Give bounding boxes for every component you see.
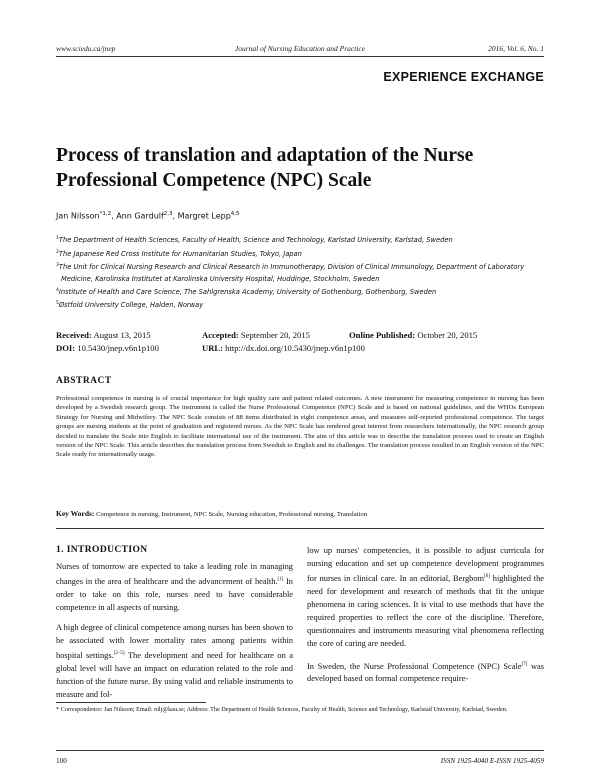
- citation[interactable]: [6]: [484, 574, 490, 580]
- abstract-heading: ABSTRACT: [56, 376, 112, 386]
- paragraph: In Sweden, the Nurse Professional Competence (NPC) Scale[7] was developed based on formal competence require-: [307, 661, 544, 684]
- affiliations: [56, 233, 544, 312]
- header-website[interactable]: www.sciedu.ca/jnep: [56, 44, 116, 53]
- author-name: Ann Gardulf: [116, 211, 164, 221]
- body-column-right: [307, 544, 544, 693]
- title-line-1: Process of translation and adaptation of the Nurse: [56, 145, 474, 166]
- header-journal: Journal of Nursing Education and Practice: [234, 44, 366, 53]
- citation[interactable]: [1]: [277, 577, 284, 583]
- section-heading: 1. INTRODUCTION: [56, 545, 148, 555]
- affiliation: $^1$The Department of Health Sciences, Faculty of Health, Science and Technology, Karlstad University, Karlstad, Sweden: [56, 236, 453, 245]
- page-number: 100: [56, 757, 67, 765]
- article-url[interactable]: URL: http://dx.doi.org/10.5430/jnep.v6n1p100: [202, 342, 365, 353]
- footer-rule: [56, 750, 544, 751]
- body-column-left: [56, 560, 293, 709]
- affiliation: $^2$The Japanese Red Cross Institute for Humanitarian Studies, Tokyo, Japan: [56, 249, 302, 258]
- paragraph: low up nurses' competencies, it is possible to adjust curricula for nursing education and set up competence development programmes for nurses in clinical care. In an editorial, Bergbom[6] highlighted the need for development and research of methods that fit the unique phenomena in caring sciences. It is vital to use methods that have the required properties to reflect the core of the discipline. Therefore, questionnaires and instruments measuring vital phenomena reflecting the core of caring are needed.: [307, 546, 544, 649]
- paragraph: Nurses of tomorrow are expected to take a leading role in managing changes in the area of healthcare and the advancement of health.[1] In order to take on this role, nurses need to have considerable competence in all aspects of nursing.: [56, 562, 293, 613]
- author-name: Jan Nilsson: [56, 211, 100, 221]
- keywords: [56, 509, 544, 518]
- author-list: Jan Nilsson$^{*1,2}$, Ann Gardulf$^{2,3}$, Margret Lepp$^{4,5}$: [56, 211, 240, 221]
- accepted-date: Accepted: September 20, 2015: [202, 330, 310, 340]
- publication-dates: [56, 329, 544, 354]
- header-rule: [56, 56, 544, 57]
- author-affil: 4,5: [230, 211, 240, 217]
- correspondence-footnote: * Correspondence: Jan Nilsson; Email: nilj@kau.se; Address: The Department of Health Sciences, Faculty of Health, Science and Technology, Karlstad University, Karlstad, Sweden.: [56, 706, 508, 713]
- citation[interactable]: [7]: [521, 661, 528, 667]
- author-affil: 2,3: [163, 211, 173, 217]
- received-date: Received: August 13, 2015: [56, 330, 151, 340]
- keywords-rule: [56, 528, 544, 529]
- published-date: Online Published: October 20, 2015: [349, 330, 478, 340]
- doi[interactable]: DOI: 10.5430/jnep.v6n1p100: [56, 342, 159, 353]
- affiliation: $^5$Østfold University College, Halden, Norway: [56, 301, 204, 310]
- header-volume: 2016, Vol. 6, No. 1: [488, 44, 544, 53]
- author-name: Margret Lepp: [177, 211, 231, 221]
- footnote-rule: [56, 702, 206, 703]
- author-affil: *1,2: [99, 211, 112, 217]
- abstract-text: Professional competence in nursing is of crucial importance for high quality care and patient related outcomes. A new instrument for measuring competence in nursing has been developed by a Swedish research group. The instrument is called the Nurse Professional Competence (NPC) Scale and is based on national guidelines, and the WHOs European Strategy for Nursing and Midwifery. The NPC Scale consists of 88 items distributed in eight competence areas, and measures self-reported professional competence. The target groups are nursing students at the point of graduation and registered nurses. As the NPC Scale has rendered great interest from researchers internationally, the NPC research group decided to translate the Scale into English to facilitate international use of the instrument. The aim of this article was to describe the translation process used to create an English version of the NPC Scale. This article describes the translation process from Swedish to English and its challenges. The translation process resulted in an English version of the NPC Scale ready for internationally usage.: [56, 395, 544, 459]
- issn: ISSN 1925-4040 E-ISSN 1925-4059: [440, 757, 544, 765]
- article-title: [56, 143, 544, 193]
- affiliation: $^3$The Unit for Clinical Nursing Research and Clinical Research in Immunotherapy, Division of Clinical Immunology, Department of Laboratory Medicine, Karolinska Institutet at Karolinska University Hospital, Huddinge, Stockholm, Sweden: [56, 263, 525, 283]
- title-line-2: Professional Competence (NPC) Scale: [56, 170, 372, 191]
- keywords-text: Competence in nursing, Instrument, NPC Scale, Nursing education, Professional nursing, Translation: [96, 511, 368, 518]
- keywords-label: Key Words:: [56, 509, 95, 518]
- paragraph: A high degree of clinical competence among nurses has been shown to be associated with lower mortality rates among patients within hospital settings.[2–5] The development and need for healthcare on a global level will have an impact on education related to the role and function of the future nurse. By using valid and reliable instruments to measure and fol-: [56, 623, 293, 700]
- affiliation: $^4$Institute of Health and Care Science, The Sahlgrenska Academy, University of Gothenburg, Gothenburg, Sweden: [56, 287, 437, 297]
- section-tag: EXPERIENCE EXCHANGE: [383, 70, 544, 84]
- citation[interactable]: [2–5]: [113, 651, 125, 657]
